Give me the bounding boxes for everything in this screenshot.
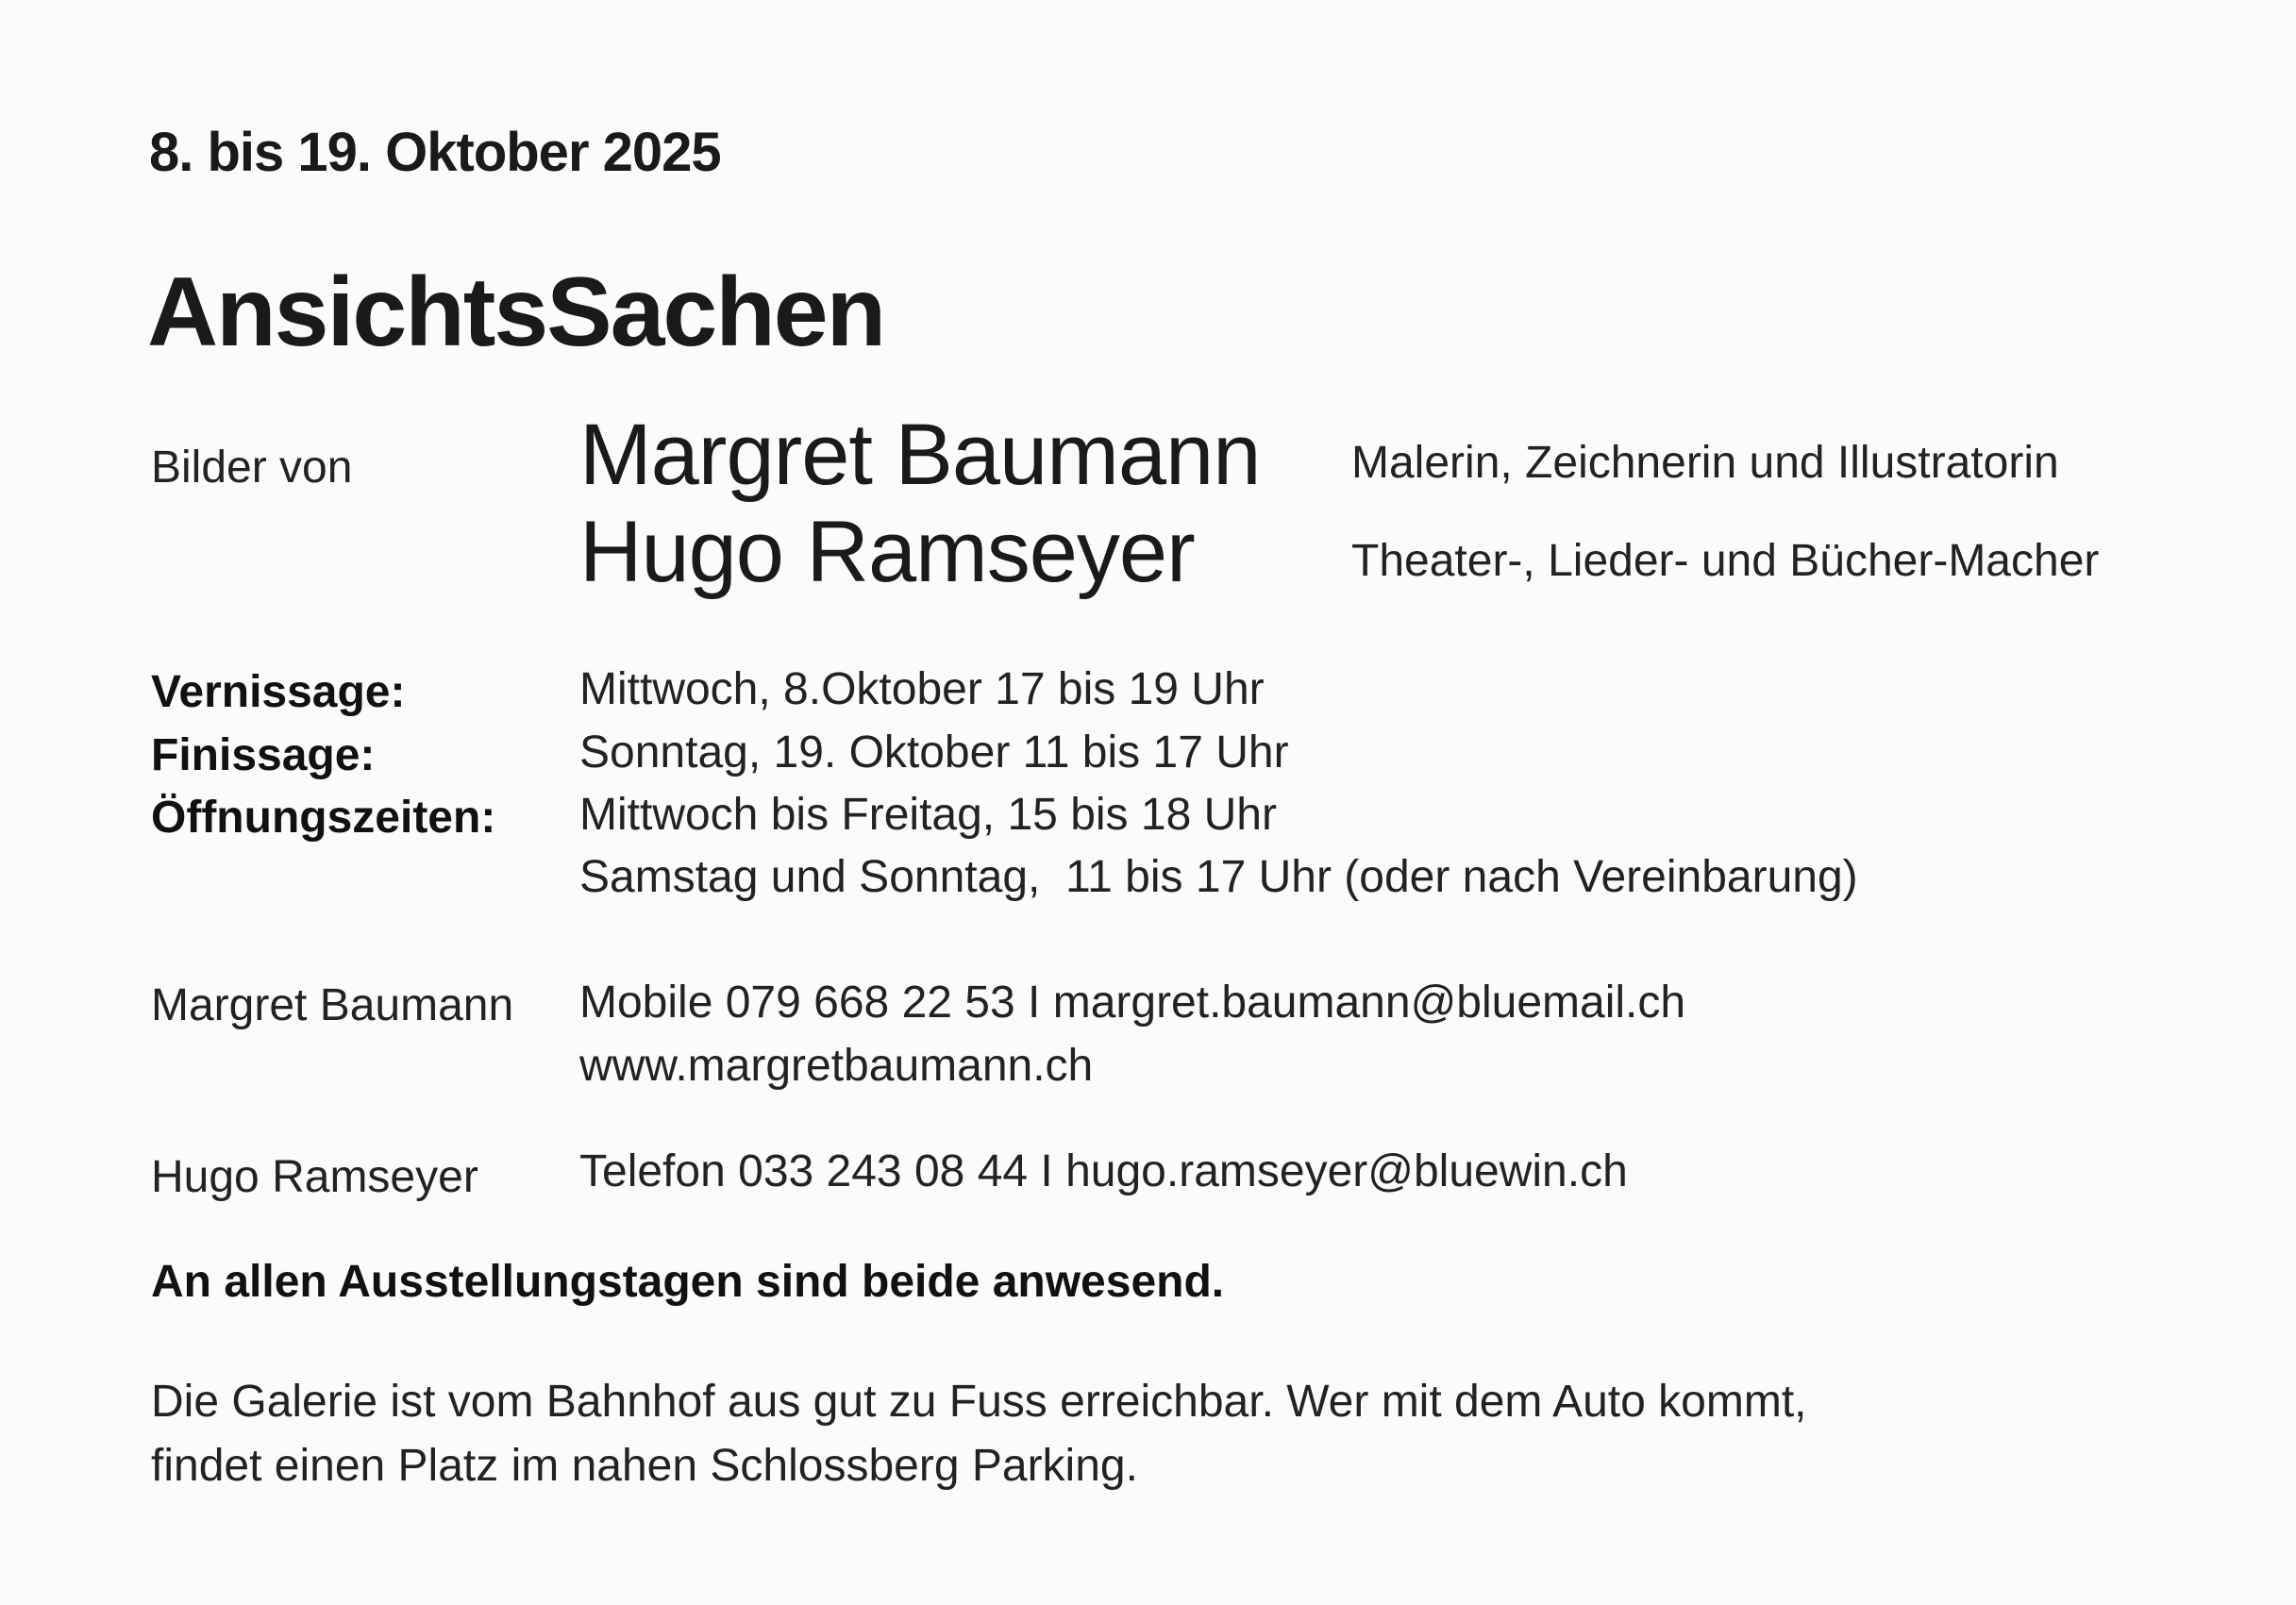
artist-name-ramseyer: Hugo Ramseyer xyxy=(579,504,1195,600)
contact-details-ramseyer: Telefon 033 243 08 44 I hugo.ramseyer@bluewin.ch xyxy=(579,1146,1628,1196)
contact-name-baumann: Margret Baumann xyxy=(151,980,514,1030)
contact-name-ramseyer: Hugo Ramseyer xyxy=(151,1152,478,1202)
exhibition-date: 8. bis 19. Oktober 2025 xyxy=(149,122,721,183)
vernissage-value: Mittwoch, 8.Oktober 17 bis 19 Uhr xyxy=(579,664,1265,714)
contact-details-baumann: Mobile 079 668 22 53 I margret.baumann@bluemail.ch xyxy=(579,978,1686,1028)
directions-paragraph xyxy=(151,1370,2086,1498)
finissage-label: Finissage: xyxy=(151,730,376,780)
exhibition-title: AnsichtsSachen xyxy=(147,258,885,367)
artist-name-baumann: Margret Baumann xyxy=(579,407,1261,503)
opening-hours-label: Öffnungszeiten: xyxy=(151,793,496,843)
artist-role-ramseyer: Theater-, Lieder- und Bücher-Macher xyxy=(1351,536,2100,586)
vernissage-label: Vernissage: xyxy=(151,667,406,717)
artist-role-baumann: Malerin, Zeichnerin und Illustratorin xyxy=(1351,438,2059,488)
opening-hours-weekdays: Mittwoch bis Freitag, 15 bis 18 Uhr xyxy=(579,790,1277,840)
opening-hours-weekend: Samstag und Sonntag, 11 bis 17 Uhr (oder nach Vereinbarung) xyxy=(579,852,1858,902)
artists-intro-label: Bilder von xyxy=(151,443,353,493)
finissage-value: Sonntag, 19. Oktober 11 bis 17 Uhr xyxy=(579,727,1289,777)
directions-line-1: Die Galerie ist vom Bahnhof aus gut zu Fuss erreichbar. Wer mit dem Auto kommt, xyxy=(151,1377,1807,1427)
directions-line-2: findet einen Platz im nahen Schlossberg Parking. xyxy=(151,1441,1138,1491)
website-baumann: www.margretbaumann.ch xyxy=(579,1041,1094,1091)
presence-note: An allen Ausstellungstagen sind beide anwesend. xyxy=(151,1257,1225,1307)
